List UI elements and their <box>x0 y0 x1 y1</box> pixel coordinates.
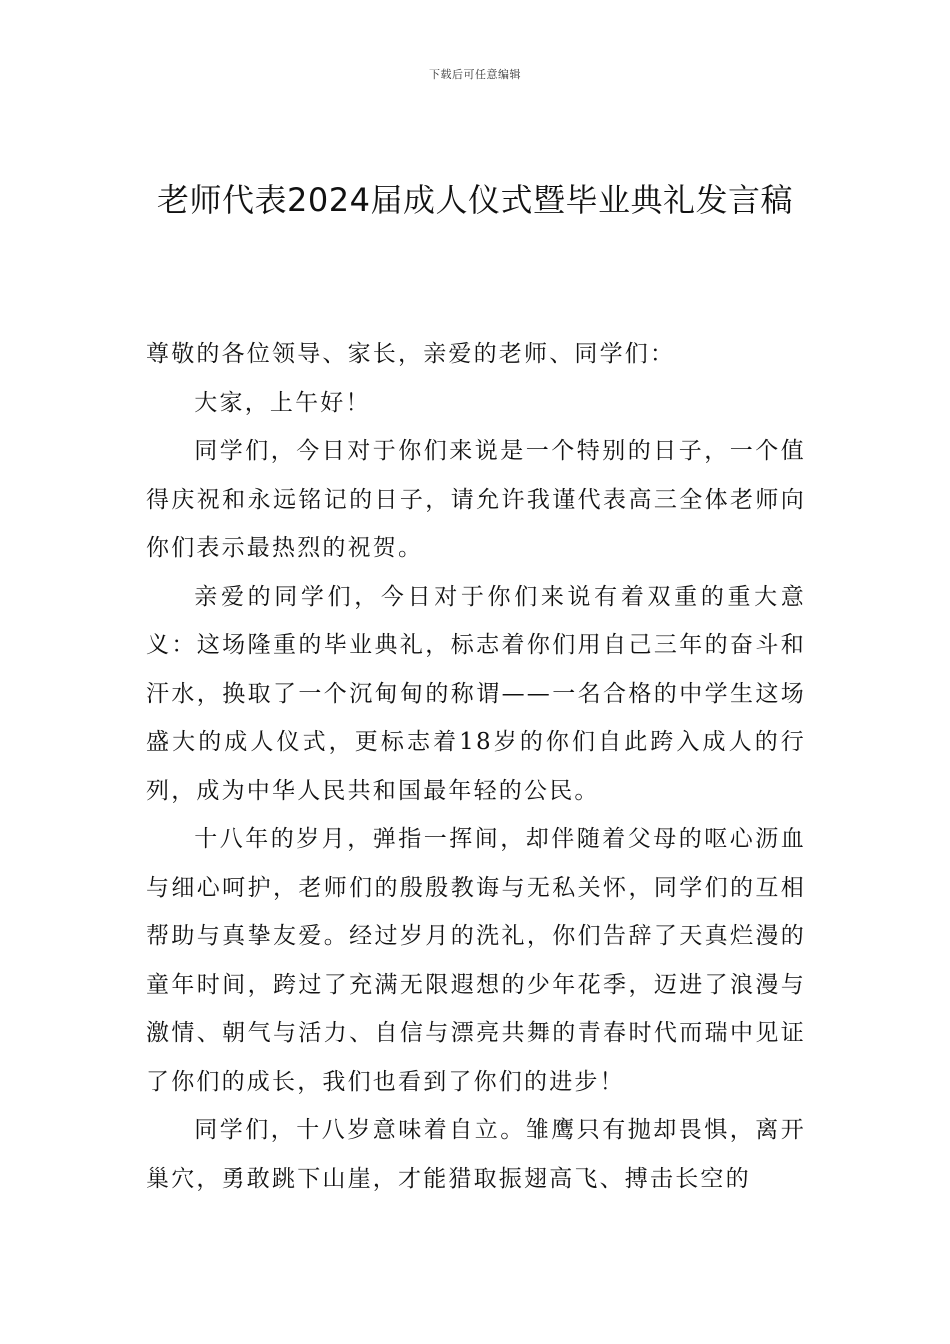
document-body <box>146 330 806 1203</box>
paragraph-growth: 十八年的岁月，弹指一挥间，却伴随着父母的呕心沥血与细心呵护，老师们的殷殷教诲与无私关怀，同学们的互相帮助与真挚友爱。经过岁月的洗礼，你们告辞了天真烂漫的童年时间，跨过了充满无限遐想的少年花季，迈进了浪漫与激情、朝气与活力、自信与漂亮共舞的青春时代而瑞中见证了你们的成长，我们也看到了你们的进步！ <box>146 826 806 1095</box>
paragraph-greeting: 大家，上午好！ <box>194 389 371 416</box>
paragraph-independence: 同学们，十八岁意味着自立。雏鹰只有抛却畏惧，离开巢穴，勇敢跳下山崖，才能猎取振翅高飞、搏击长空的 <box>146 1117 806 1192</box>
document-title: 老师代表2024届成人仪式暨毕业典礼发言稿 <box>157 181 793 219</box>
paragraph-significance: 亲爱的同学们，今日对于你们来说有着双重的重大意义：这场隆重的毕业典礼，标志着你们用自己三年的奋斗和汗水，换取了一个沉甸甸的称谓——一名合格的中学生这场盛大的成人仪式，更标志着18岁的你们自此跨入成人的行列，成为中华人民共和国最年轻的公民。 <box>146 583 806 804</box>
paragraph-congratulations: 同学们，今日对于你们来说是一个特别的日子，一个值得庆祝和永远铭记的日子，请允许我谨代表高三全体老师向你们表示最热烈的祝贺。 <box>146 438 806 561</box>
header-note: 下载后可任意编辑 <box>429 68 521 81</box>
salutation: 尊敬的各位领导、家长，亲爱的老师、同学们： <box>146 341 676 367</box>
